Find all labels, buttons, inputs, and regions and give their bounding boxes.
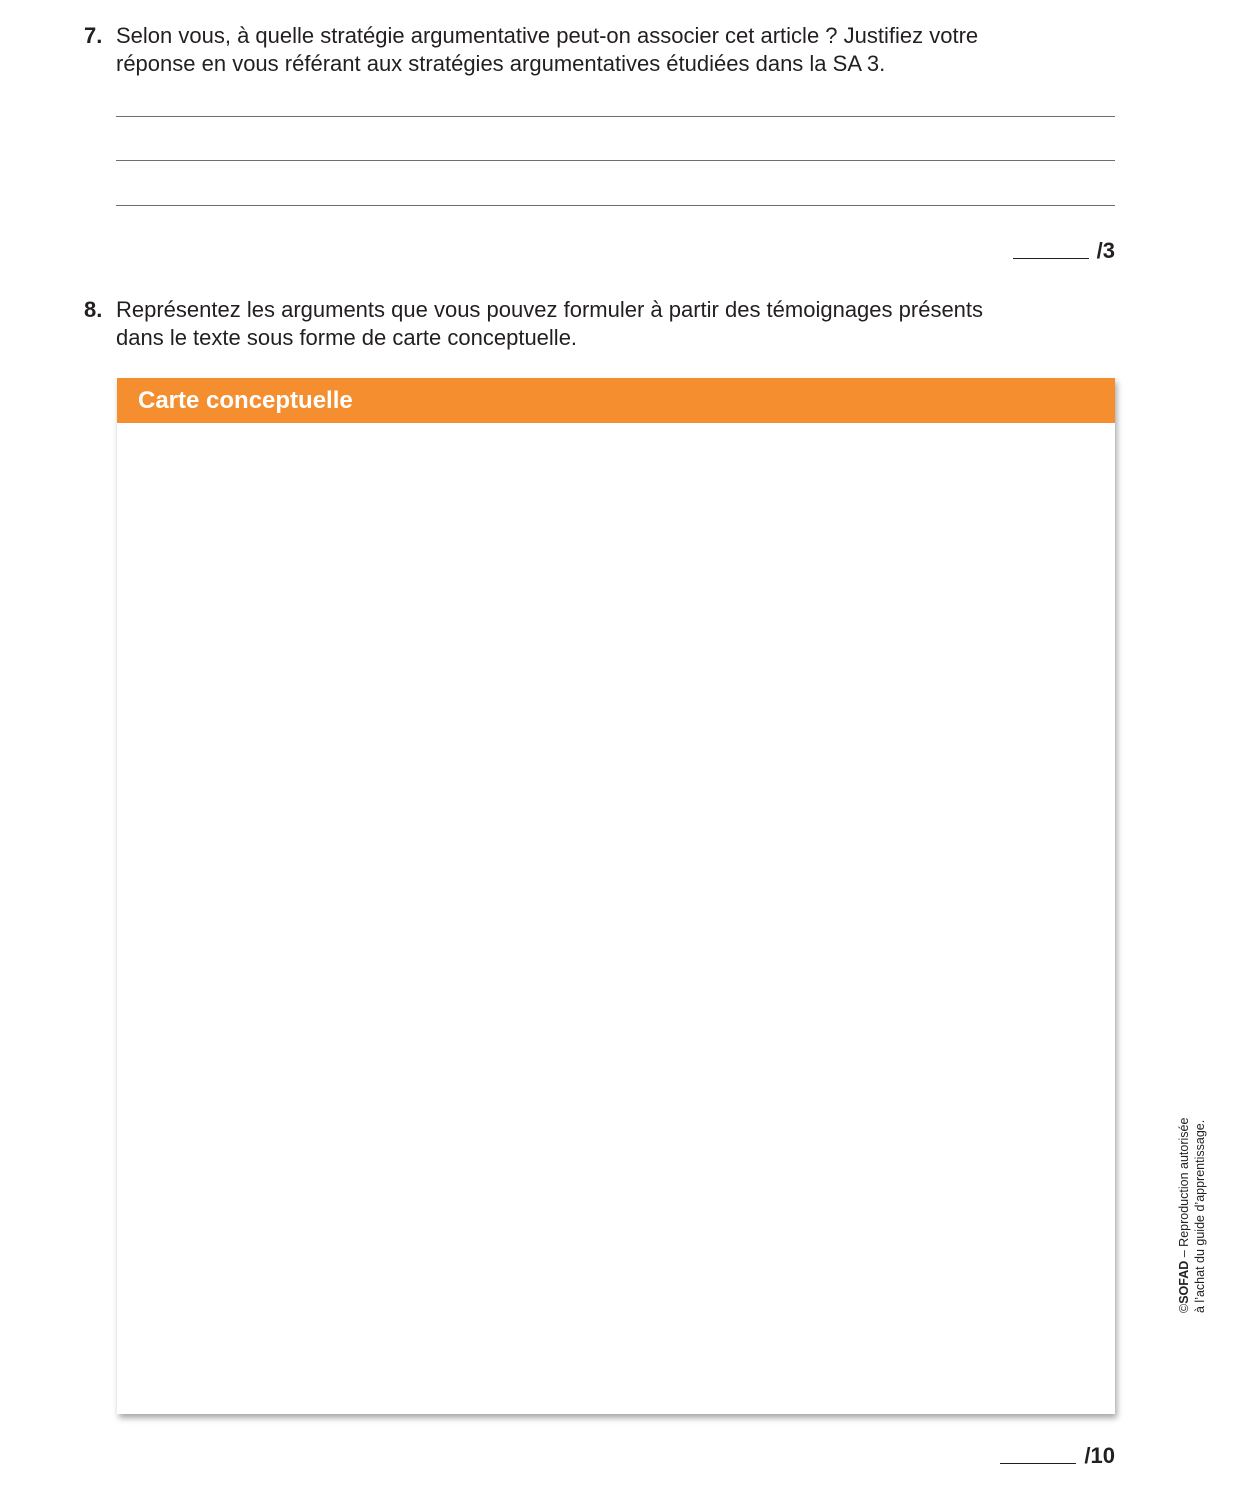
copyright-line-1-rest: – Reproduction autorisée [1177,1117,1191,1261]
answer-line-1[interactable] [116,116,1115,117]
copyright-notice [1176,1073,1208,1313]
question-8-number: 8. [84,297,103,322]
copyright-line-1 [1176,1073,1192,1313]
answer-line-3[interactable] [116,205,1115,206]
score-blank[interactable] [1013,258,1089,259]
question-7-line-2: réponse en vous référant aux stratégies argumentatives étudiées dans la SA 3. [116,51,886,76]
concept-map-title: Carte conceptuelle [117,378,1115,423]
concept-map-panel [117,378,1115,1414]
question-8 [84,296,1084,352]
question-8-line-2: dans le texte sous forme de carte conceptuelle. [116,325,578,350]
total-score-value: /10 [1084,1443,1115,1468]
question-7-line-1: Selon vous, à quelle stratégie argumentative peut-on associer cet article ? Justifiez votre [116,23,979,48]
question-7 [84,22,1084,78]
question-8-line-1: Représentez les arguments que vous pouvez formuler à partir des témoignages présents [116,297,984,322]
question-7-score [1013,239,1115,263]
answer-line-2[interactable] [116,160,1115,161]
total-score [1000,1444,1115,1468]
total-score-blank[interactable] [1000,1463,1076,1464]
copyright-line-2: à l’achat du guide d’apprentissage. [1193,1119,1207,1313]
copyright-brand: SOFAD [1177,1260,1191,1304]
concept-map-drawing-area[interactable] [117,423,1115,1414]
question-7-score-total: /3 [1096,238,1115,263]
question-7-text [116,22,1084,78]
question-7-number: 7. [84,23,103,48]
copyright-symbol: © [1177,1303,1191,1313]
question-8-text [116,296,1084,352]
